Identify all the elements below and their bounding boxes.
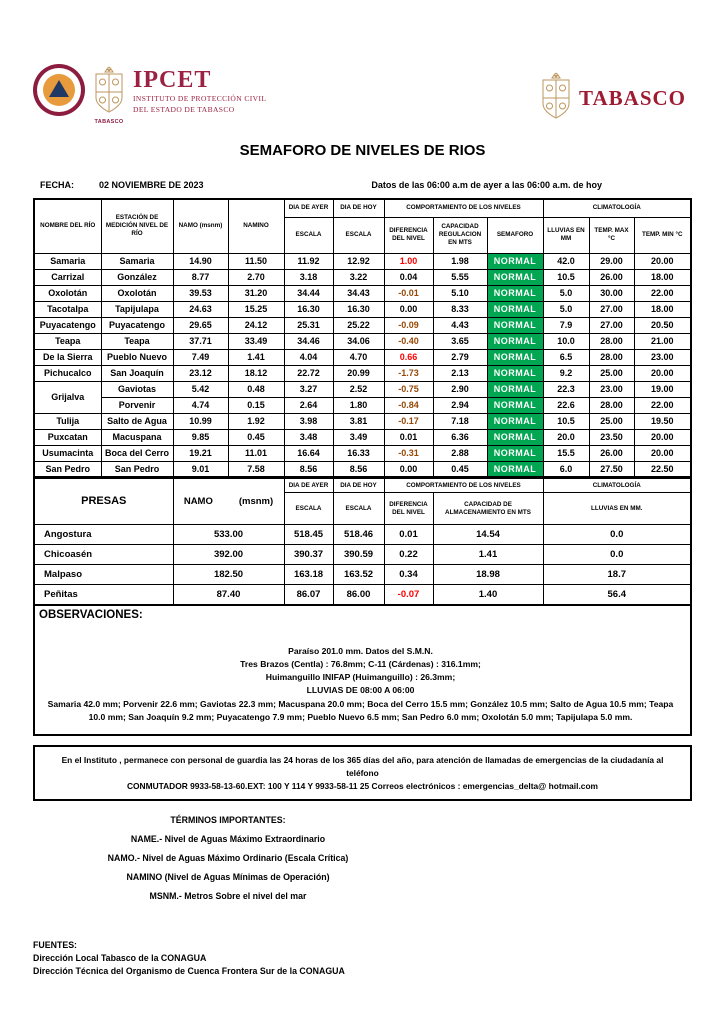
- cell-temp-max: 25.00: [589, 413, 634, 429]
- cell-namino: 0.15: [228, 397, 284, 413]
- cell-lluvias: 10.5: [543, 413, 589, 429]
- cell-namo: 9.01: [173, 461, 228, 477]
- semaforo-badge: NORMAL: [487, 381, 543, 397]
- cell-escala-ayer: 518.45: [284, 525, 333, 545]
- col-dia-ayer: DIA DE AYER: [284, 199, 333, 217]
- cell-escala-hoy: 3.81: [333, 413, 384, 429]
- cell-escala-ayer: 3.98: [284, 413, 333, 429]
- crest-icon: [539, 72, 573, 124]
- cell-escala-hoy: 3.49: [333, 429, 384, 445]
- cell-temp-min: 19.50: [634, 413, 691, 429]
- table-row: [34, 429, 691, 445]
- cell-estacion: San Pedro: [101, 461, 173, 477]
- cell-capacidad: 2.90: [433, 381, 487, 397]
- cell-temp-min: 18.00: [634, 301, 691, 317]
- cell-lluvias: 20.0: [543, 429, 589, 445]
- cell-lluvias: 6.5: [543, 349, 589, 365]
- semaforo-badge: NORMAL: [487, 429, 543, 445]
- cell-diferencia: 0.22: [384, 545, 433, 565]
- cell-capacidad: 7.18: [433, 413, 487, 429]
- cell-temp-max: 23.50: [589, 429, 634, 445]
- observaciones-box: [33, 606, 692, 737]
- cell-capacidad: 1.41: [433, 545, 543, 565]
- cell-temp-max: 23.00: [589, 381, 634, 397]
- cell-namo: 4.74: [173, 397, 228, 413]
- nota-guardia-line2: CONMUTADOR 9933-58-13-60.EXT: 100 Y 114 Y 9933-58-11 25 Correos electrónicos : emergencias_delta@ hotmail.com: [126, 780, 599, 791]
- civil-protection-triangle-icon: [49, 80, 69, 97]
- cell-capacidad: 5.55: [433, 269, 487, 285]
- semaforo-badge: NORMAL: [487, 365, 543, 381]
- cell-lluvias: 6.0: [543, 461, 589, 477]
- col-climatologia: CLIMATOLOGÍA: [543, 479, 691, 493]
- cell-temp-min: 20.00: [634, 365, 691, 381]
- cell-escala-hoy: 16.33: [333, 445, 384, 461]
- terminos-item: NAMO.- Nivel de Aguas Máximo Ordinario (Escala Crítica): [107, 853, 349, 864]
- cell-namo: 37.71: [173, 333, 228, 349]
- table-row: [34, 269, 691, 285]
- cell-diferencia: 0.01: [384, 525, 433, 545]
- cell-lluvias: 5.0: [543, 285, 589, 301]
- cell-diferencia: 0.01: [384, 429, 433, 445]
- cell-namino: 1.92: [228, 413, 284, 429]
- cell-diferencia: 0.66: [384, 349, 433, 365]
- cell-namino: 0.45: [228, 429, 284, 445]
- cell-rio: Grijalva: [34, 381, 101, 413]
- cell-diferencia: 1.00: [384, 253, 433, 269]
- semaforo-badge: NORMAL: [487, 413, 543, 429]
- table-row: [34, 285, 691, 301]
- observaciones-line: Tres Brazos (Centla) : 76.8mm; C-11 (Cárdenas) : 316.1mm;: [240, 658, 481, 669]
- cell-capacidad: 0.45: [433, 461, 487, 477]
- cell-namo: 14.90: [173, 253, 228, 269]
- cell-temp-max: 28.00: [589, 333, 634, 349]
- cell-escala-hoy: 3.22: [333, 269, 384, 285]
- cell-escala-hoy: 25.22: [333, 317, 384, 333]
- cell-temp-min: 22.00: [634, 397, 691, 413]
- proteccion-civil-seal-icon: [33, 64, 85, 116]
- cell-temp-min: 22.00: [634, 285, 691, 301]
- cell-rio: Carrizal: [34, 269, 101, 285]
- terminos-item: NAME.- Nivel de Aguas Máximo Extraordinario: [130, 834, 326, 845]
- cell-escala-hoy: 34.43: [333, 285, 384, 301]
- cell-rio: Samaria: [34, 253, 101, 269]
- cell-escala-hoy: 20.99: [333, 365, 384, 381]
- ipcet-wordmark-block: [133, 68, 266, 114]
- cell-capacidad: 18.98: [433, 565, 543, 585]
- fuentes-line: Dirección Técnica del Organismo de Cuenca Frontera Sur de la CONAGUA: [33, 965, 345, 976]
- cell-escala-hoy: 8.56: [333, 461, 384, 477]
- cell-diferencia: -0.09: [384, 317, 433, 333]
- tabasco-logo-block: [539, 72, 686, 124]
- cell-namo: 392.00: [173, 545, 284, 565]
- terminos-heading: TÉRMINOS IMPORTANTES:: [170, 815, 286, 826]
- col-climatologia: CLIMATOLOGÍA: [543, 199, 691, 217]
- cell-escala-hoy: 4.70: [333, 349, 384, 365]
- cell-namino: 7.58: [228, 461, 284, 477]
- cell-escala-ayer: 25.31: [284, 317, 333, 333]
- cell-namino: 11.01: [228, 445, 284, 461]
- fecha-row: [33, 180, 692, 190]
- cell-escala-hoy: 1.80: [333, 397, 384, 413]
- terminos-item: NAMINO (Nivel de Aguas Mínimas de Operación): [126, 872, 330, 883]
- cell-namo: 23.12: [173, 365, 228, 381]
- cell-diferencia: 0.00: [384, 301, 433, 317]
- col-temp-max: TEMP. MAX °C: [589, 217, 634, 253]
- cell-diferencia: -1.73: [384, 365, 433, 381]
- col-nombre-rio: NOMBRE DEL RÍO: [34, 199, 101, 253]
- nota-guardia-box: [33, 745, 692, 801]
- cell-lluvias: 42.0: [543, 253, 589, 269]
- crest-icon: [92, 66, 126, 118]
- cell-lluvias: 18.7: [543, 565, 691, 585]
- cell-escala-ayer: 390.37: [284, 545, 333, 565]
- cell-namino: 24.12: [228, 317, 284, 333]
- table-row: [34, 545, 691, 565]
- cell-presa: Malpaso: [34, 565, 173, 585]
- cell-namo: 182.50: [173, 565, 284, 585]
- observaciones-line: Huimanguillo INIFAP (Huimanguillo) : 26.3mm;: [265, 672, 456, 683]
- table-row: [34, 253, 691, 269]
- cell-temp-max: 25.00: [589, 365, 634, 381]
- cell-capacidad: 1.40: [433, 585, 543, 605]
- cell-temp-max: 28.00: [589, 397, 634, 413]
- cell-rio: Usumacinta: [34, 445, 101, 461]
- cell-namino: 0.48: [228, 381, 284, 397]
- presas-namo-label: NAMO: [183, 495, 213, 507]
- cell-namo: 24.63: [173, 301, 228, 317]
- cell-estacion: Tapijulapa: [101, 301, 173, 317]
- cell-escala-ayer: 34.46: [284, 333, 333, 349]
- cell-namo: 5.42: [173, 381, 228, 397]
- cell-rio: Tacotalpa: [34, 301, 101, 317]
- semaforo-badge: NORMAL: [487, 349, 543, 365]
- cell-rio: Puyacatengo: [34, 317, 101, 333]
- cell-estacion: San Joaquín: [101, 365, 173, 381]
- col-dia-hoy: DIA DE HOY: [333, 199, 384, 217]
- cell-temp-max: 29.00: [589, 253, 634, 269]
- cell-escala-ayer: 3.27: [284, 381, 333, 397]
- table-row: [34, 349, 691, 365]
- cell-namo: 87.40: [173, 585, 284, 605]
- cell-temp-max: 26.00: [589, 445, 634, 461]
- cell-estacion: Salto de Agua: [101, 413, 173, 429]
- cell-capacidad: 2.79: [433, 349, 487, 365]
- cell-diferencia: 0.04: [384, 269, 433, 285]
- cell-diferencia: -0.31: [384, 445, 433, 461]
- cell-temp-min: 21.00: [634, 333, 691, 349]
- col-namo: NAMO (msnm): [173, 199, 228, 253]
- col-escala-ayer: ESCALA: [284, 217, 333, 253]
- table-row: [34, 525, 691, 545]
- col-lluvias: LLUVIAS EN MM: [543, 217, 589, 253]
- table-row: [34, 585, 691, 605]
- ipcet-logo-block: [33, 64, 266, 125]
- table-row: [34, 461, 691, 477]
- terminos-section: [33, 815, 423, 901]
- observaciones-line: Paraíso 201.0 mm. Datos del S.M.N.: [288, 645, 433, 656]
- cell-capacidad: 2.13: [433, 365, 487, 381]
- cell-lluvias: 5.0: [543, 301, 589, 317]
- cell-namino: 2.70: [228, 269, 284, 285]
- fecha-value: 02 NOVIEMBRE DE 2023: [99, 180, 204, 190]
- ipcet-institute-line1: INSTITUTO DE PROTECCIÓN CIVIL: [133, 94, 267, 103]
- presas-table: [33, 478, 692, 606]
- cell-escala-ayer: 22.72: [284, 365, 333, 381]
- cell-rio: San Pedro: [34, 461, 101, 477]
- table-row: [34, 381, 691, 397]
- cell-diferencia: -0.75: [384, 381, 433, 397]
- cell-temp-max: 26.00: [589, 269, 634, 285]
- table-row: [34, 365, 691, 381]
- tabasco-wordmark: TABASCO: [579, 85, 686, 110]
- terminos-item: MSNM.- Metros Sobre el nivel del mar: [149, 891, 307, 902]
- cell-escala-ayer: 163.18: [284, 565, 333, 585]
- cell-capacidad: 3.65: [433, 333, 487, 349]
- cell-namo: 10.99: [173, 413, 228, 429]
- cell-rio: Tulija: [34, 413, 101, 429]
- cell-diferencia: 0.00: [384, 461, 433, 477]
- document-header: [33, 64, 692, 136]
- cell-escala-ayer: 3.48: [284, 429, 333, 445]
- cell-estacion: Pueblo Nuevo: [101, 349, 173, 365]
- col-semaforo: SEMAFORO: [487, 217, 543, 253]
- cell-rio: Oxolotán: [34, 285, 101, 301]
- cell-estacion: Macuspana: [101, 429, 173, 445]
- cell-namo: 29.65: [173, 317, 228, 333]
- col-escala-ayer: ESCALA: [284, 493, 333, 525]
- cell-lluvias: 10.5: [543, 269, 589, 285]
- cell-escala-ayer: 11.92: [284, 253, 333, 269]
- semaforo-badge: NORMAL: [487, 397, 543, 413]
- cell-namo: 8.77: [173, 269, 228, 285]
- cell-escala-hoy: 12.92: [333, 253, 384, 269]
- cell-lluvias: 9.2: [543, 365, 589, 381]
- semaforo-badge: NORMAL: [487, 317, 543, 333]
- cell-escala-ayer: 34.44: [284, 285, 333, 301]
- table-row: [34, 565, 691, 585]
- cell-lluvias: 56.4: [543, 585, 691, 605]
- observaciones-line: Samaria 42.0 mm; Porvenir 22.6 mm; Gaviotas 22.3 mm; Macuspana 20.0 mm; Boca del Cerro 15.5 mm; González 10.5 mm; Salto de Agua 10.5 mm; Teapa 10.0 mm; San Joaquín 9.2 mm; Puyacatengo 7.9 mm; Pueblo Nuevo 6.5 mm; San Pedro 6.0 mm; Oxolotán 5.0 mm; Tapijulapa 5.0 mm.: [47, 698, 674, 723]
- col-estacion: ESTACIÓN DE MEDICIÓN NIVEL DE RÍO: [101, 199, 173, 253]
- cell-escala-ayer: 3.18: [284, 269, 333, 285]
- fuentes-line: Dirección Local Tabasco de la CONAGUA: [33, 952, 207, 963]
- semaforo-badge: NORMAL: [487, 461, 543, 477]
- col-lluvias: LLUVIAS EN MM.: [543, 493, 691, 525]
- cell-namo: 39.53: [173, 285, 228, 301]
- cell-estacion: Gaviotas: [101, 381, 173, 397]
- cell-escala-ayer: 16.30: [284, 301, 333, 317]
- cell-escala-ayer: 86.07: [284, 585, 333, 605]
- cell-temp-max: 30.00: [589, 285, 634, 301]
- table-row: [34, 301, 691, 317]
- semaforo-badge: NORMAL: [487, 301, 543, 317]
- observaciones-heading: OBSERVACIONES:: [39, 608, 143, 621]
- cell-diferencia: -0.40: [384, 333, 433, 349]
- col-namino: NAMINO: [228, 199, 284, 253]
- page-title: SEMAFORO DE NIVELES DE RIOS: [239, 142, 486, 159]
- col-dia-hoy: DIA DE HOY: [333, 479, 384, 493]
- col-escala-hoy: ESCALA: [333, 217, 384, 253]
- cell-temp-max: 28.00: [589, 349, 634, 365]
- cell-lluvias: 0.0: [543, 545, 691, 565]
- col-escala-hoy: ESCALA: [333, 493, 384, 525]
- fuentes-heading: FUENTES:: [33, 940, 77, 951]
- cell-escala-hoy: 518.46: [333, 525, 384, 545]
- fuentes-section: [33, 939, 692, 977]
- cell-presa: Angostura: [34, 525, 173, 545]
- cell-capacidad: 14.54: [433, 525, 543, 545]
- rios-table: [33, 198, 692, 478]
- cell-estacion: Oxolotán: [101, 285, 173, 301]
- cell-escala-hoy: 2.52: [333, 381, 384, 397]
- cell-diferencia: -0.07: [384, 585, 433, 605]
- cell-rio: Pichucalco: [34, 365, 101, 381]
- cell-lluvias: 10.0: [543, 333, 589, 349]
- cell-lluvias: 7.9: [543, 317, 589, 333]
- cell-temp-max: 27.00: [589, 317, 634, 333]
- cell-temp-min: 22.50: [634, 461, 691, 477]
- cell-lluvias: 0.0: [543, 525, 691, 545]
- cell-namino: 33.49: [228, 333, 284, 349]
- cell-namo: 19.21: [173, 445, 228, 461]
- cell-estacion: Boca del Cerro: [101, 445, 173, 461]
- cell-namino: 11.50: [228, 253, 284, 269]
- cell-diferencia: 0.34: [384, 565, 433, 585]
- cell-namino: 18.12: [228, 365, 284, 381]
- fecha-nota: Datos de las 06:00 a.m de ayer a las 06:00 a.m. de hoy: [371, 180, 602, 190]
- cell-presa: Chicoasén: [34, 545, 173, 565]
- cell-estacion: Samaria: [101, 253, 173, 269]
- cell-diferencia: -0.17: [384, 413, 433, 429]
- cell-temp-min: 18.00: [634, 269, 691, 285]
- rios-header-group-row: [34, 199, 691, 217]
- cell-estacion: Teapa: [101, 333, 173, 349]
- fecha-label: FECHA:: [40, 180, 74, 190]
- cell-namo: 7.49: [173, 349, 228, 365]
- col-presas-namo: [173, 479, 284, 525]
- observaciones-body: [39, 645, 682, 725]
- cell-estacion: Porvenir: [101, 397, 173, 413]
- table-row: [34, 333, 691, 349]
- cell-temp-min: 23.00: [634, 349, 691, 365]
- cell-capacidad: 4.43: [433, 317, 487, 333]
- observaciones-line: LLUVIAS DE 08:00 A 06:00: [306, 685, 415, 696]
- col-comportamiento: COMPORTAMIENTO DE LOS NIVELES: [384, 479, 543, 493]
- cell-diferencia: -0.84: [384, 397, 433, 413]
- cell-escala-hoy: 34.06: [333, 333, 384, 349]
- col-capacidad: CAPACIDAD REGULACION EN MTS: [433, 217, 487, 253]
- cell-temp-min: 20.00: [634, 445, 691, 461]
- cell-escala-ayer: 16.64: [284, 445, 333, 461]
- cell-capacidad: 1.98: [433, 253, 487, 269]
- cell-capacidad: 8.33: [433, 301, 487, 317]
- col-capacidad: CAPACIDAD DE ALMACENAMIENTO EN MTS: [433, 493, 543, 525]
- col-diferencia: DIFERENCIA DEL NIVEL: [384, 217, 433, 253]
- cell-capacidad: 5.10: [433, 285, 487, 301]
- ipcet-acronym: IPCET: [133, 67, 212, 93]
- cell-capacidad: 2.88: [433, 445, 487, 461]
- ipcet-institute-line2: DEL ESTADO DE TABASCO: [133, 105, 235, 114]
- crest-caption: TABASCO: [94, 119, 124, 125]
- cell-escala-hoy: 163.52: [333, 565, 384, 585]
- cell-temp-min: 19.00: [634, 381, 691, 397]
- presas-header-group-row: [34, 479, 691, 493]
- cell-rio: De la Sierra: [34, 349, 101, 365]
- semaforo-badge: NORMAL: [487, 333, 543, 349]
- cell-escala-ayer: 8.56: [284, 461, 333, 477]
- tabasco-crest-left: [92, 66, 126, 125]
- cell-namo: 533.00: [173, 525, 284, 545]
- cell-estacion: González: [101, 269, 173, 285]
- col-presas: PRESAS: [34, 479, 173, 525]
- col-dia-ayer: DIA DE AYER: [284, 479, 333, 493]
- cell-escala-ayer: 2.64: [284, 397, 333, 413]
- table-row: [34, 397, 691, 413]
- cell-namino: 1.41: [228, 349, 284, 365]
- cell-temp-min: 20.00: [634, 429, 691, 445]
- nota-guardia-line1: En el Instituto , permanece con personal de guardia las 24 horas de los 365 días del año, para atención de llamadas de emergencias de la ciudadanía al teléfono: [61, 755, 664, 778]
- semaforo-badge: NORMAL: [487, 269, 543, 285]
- cell-diferencia: -0.01: [384, 285, 433, 301]
- semaforo-badge: NORMAL: [487, 285, 543, 301]
- col-temp-min: TEMP. MIN °C: [634, 217, 691, 253]
- table-row: [34, 413, 691, 429]
- cell-namo: 9.85: [173, 429, 228, 445]
- table-row: [34, 445, 691, 461]
- cell-temp-max: 27.00: [589, 301, 634, 317]
- cell-namino: 31.20: [228, 285, 284, 301]
- cell-rio: Puxcatan: [34, 429, 101, 445]
- cell-escala-hoy: 390.59: [333, 545, 384, 565]
- cell-lluvias: 15.5: [543, 445, 589, 461]
- cell-temp-min: 20.00: [634, 253, 691, 269]
- presas-namo-unit: (msnm): [238, 495, 274, 507]
- cell-escala-hoy: 16.30: [333, 301, 384, 317]
- semaforo-badge: NORMAL: [487, 445, 543, 461]
- cell-escala-ayer: 4.04: [284, 349, 333, 365]
- cell-namino: 15.25: [228, 301, 284, 317]
- col-diferencia: DIFERENCIA DEL NIVEL: [384, 493, 433, 525]
- cell-estacion: Puyacatengo: [101, 317, 173, 333]
- cell-temp-max: 27.50: [589, 461, 634, 477]
- col-comportamiento: COMPORTAMIENTO DE LOS NIVELES: [384, 199, 543, 217]
- cell-presa: Peñitas: [34, 585, 173, 605]
- cell-lluvias: 22.6: [543, 397, 589, 413]
- cell-capacidad: 2.94: [433, 397, 487, 413]
- cell-rio: Teapa: [34, 333, 101, 349]
- cell-capacidad: 6.36: [433, 429, 487, 445]
- table-row: [34, 317, 691, 333]
- semaforo-badge: NORMAL: [487, 253, 543, 269]
- cell-temp-min: 20.50: [634, 317, 691, 333]
- cell-lluvias: 22.3: [543, 381, 589, 397]
- cell-escala-hoy: 86.00: [333, 585, 384, 605]
